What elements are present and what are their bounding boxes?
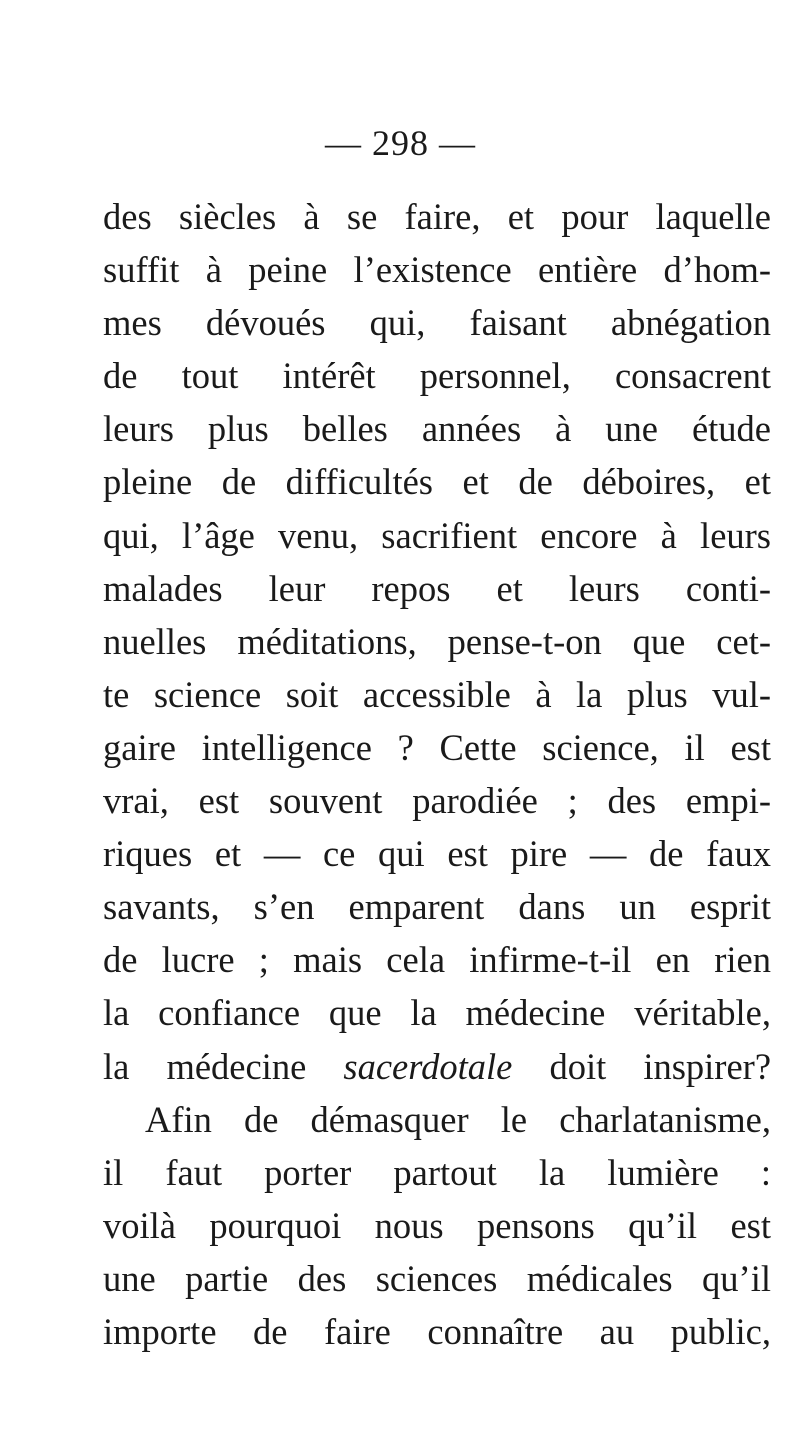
text-line: leurs plus belles années à une étude [103,408,771,450]
text-line: te science soit accessible à la plus vul- [103,673,771,715]
text-line: de lucre ; mais cela infirme-t-il en rien [103,939,771,981]
text-line: gaire intelligence ? Cette science, il est [103,726,771,768]
text-line-with-italic [103,1040,771,1093]
text-line: la confiance que la médecine véritable, [103,992,771,1034]
text-line: vrai, est souvent parodiée ; des empi- [103,780,771,822]
text-line: une partie des sciences médicales qu’il [103,1257,771,1299]
body-text [103,190,771,1358]
page-number: — 298 — [325,123,476,163]
text-line: des siècles à se faire, et pour laquelle [103,196,771,237]
text-line: malades leur repos et leurs conti- [103,567,771,609]
text-fragment: la médecine [103,1045,307,1087]
paragraph-start-line: Afin de démasquer le charlatanisme, [145,1098,771,1140]
text-line: mes dévoués qui, faisant abnégation [103,302,771,344]
text-line: suffit à peine l’existence entière d’hom- [103,249,771,291]
text-line: riques et — ce qui est pire — de faux [103,833,771,875]
text-line: voilà pourquoi nous pensons qu’il est [103,1204,771,1246]
text-line: de tout intérêt personnel, consacrent [103,355,771,397]
text-line: qui, l’âge venu, sacrifient encore à leurs [103,514,771,556]
text-line: il faut porter partout la lumière : [103,1151,771,1193]
text-line: pleine de difficultés et de déboires, et [103,461,771,503]
text-fragment: doit inspirer? [549,1045,772,1087]
italic-word: sacerdotale [343,1045,513,1087]
text-line: importe de faire connaître au public, [103,1310,771,1352]
text-line: nuelles méditations, pense-t-on que cet- [103,620,771,662]
text-line: savants, s’en emparent dans un esprit [103,886,771,928]
